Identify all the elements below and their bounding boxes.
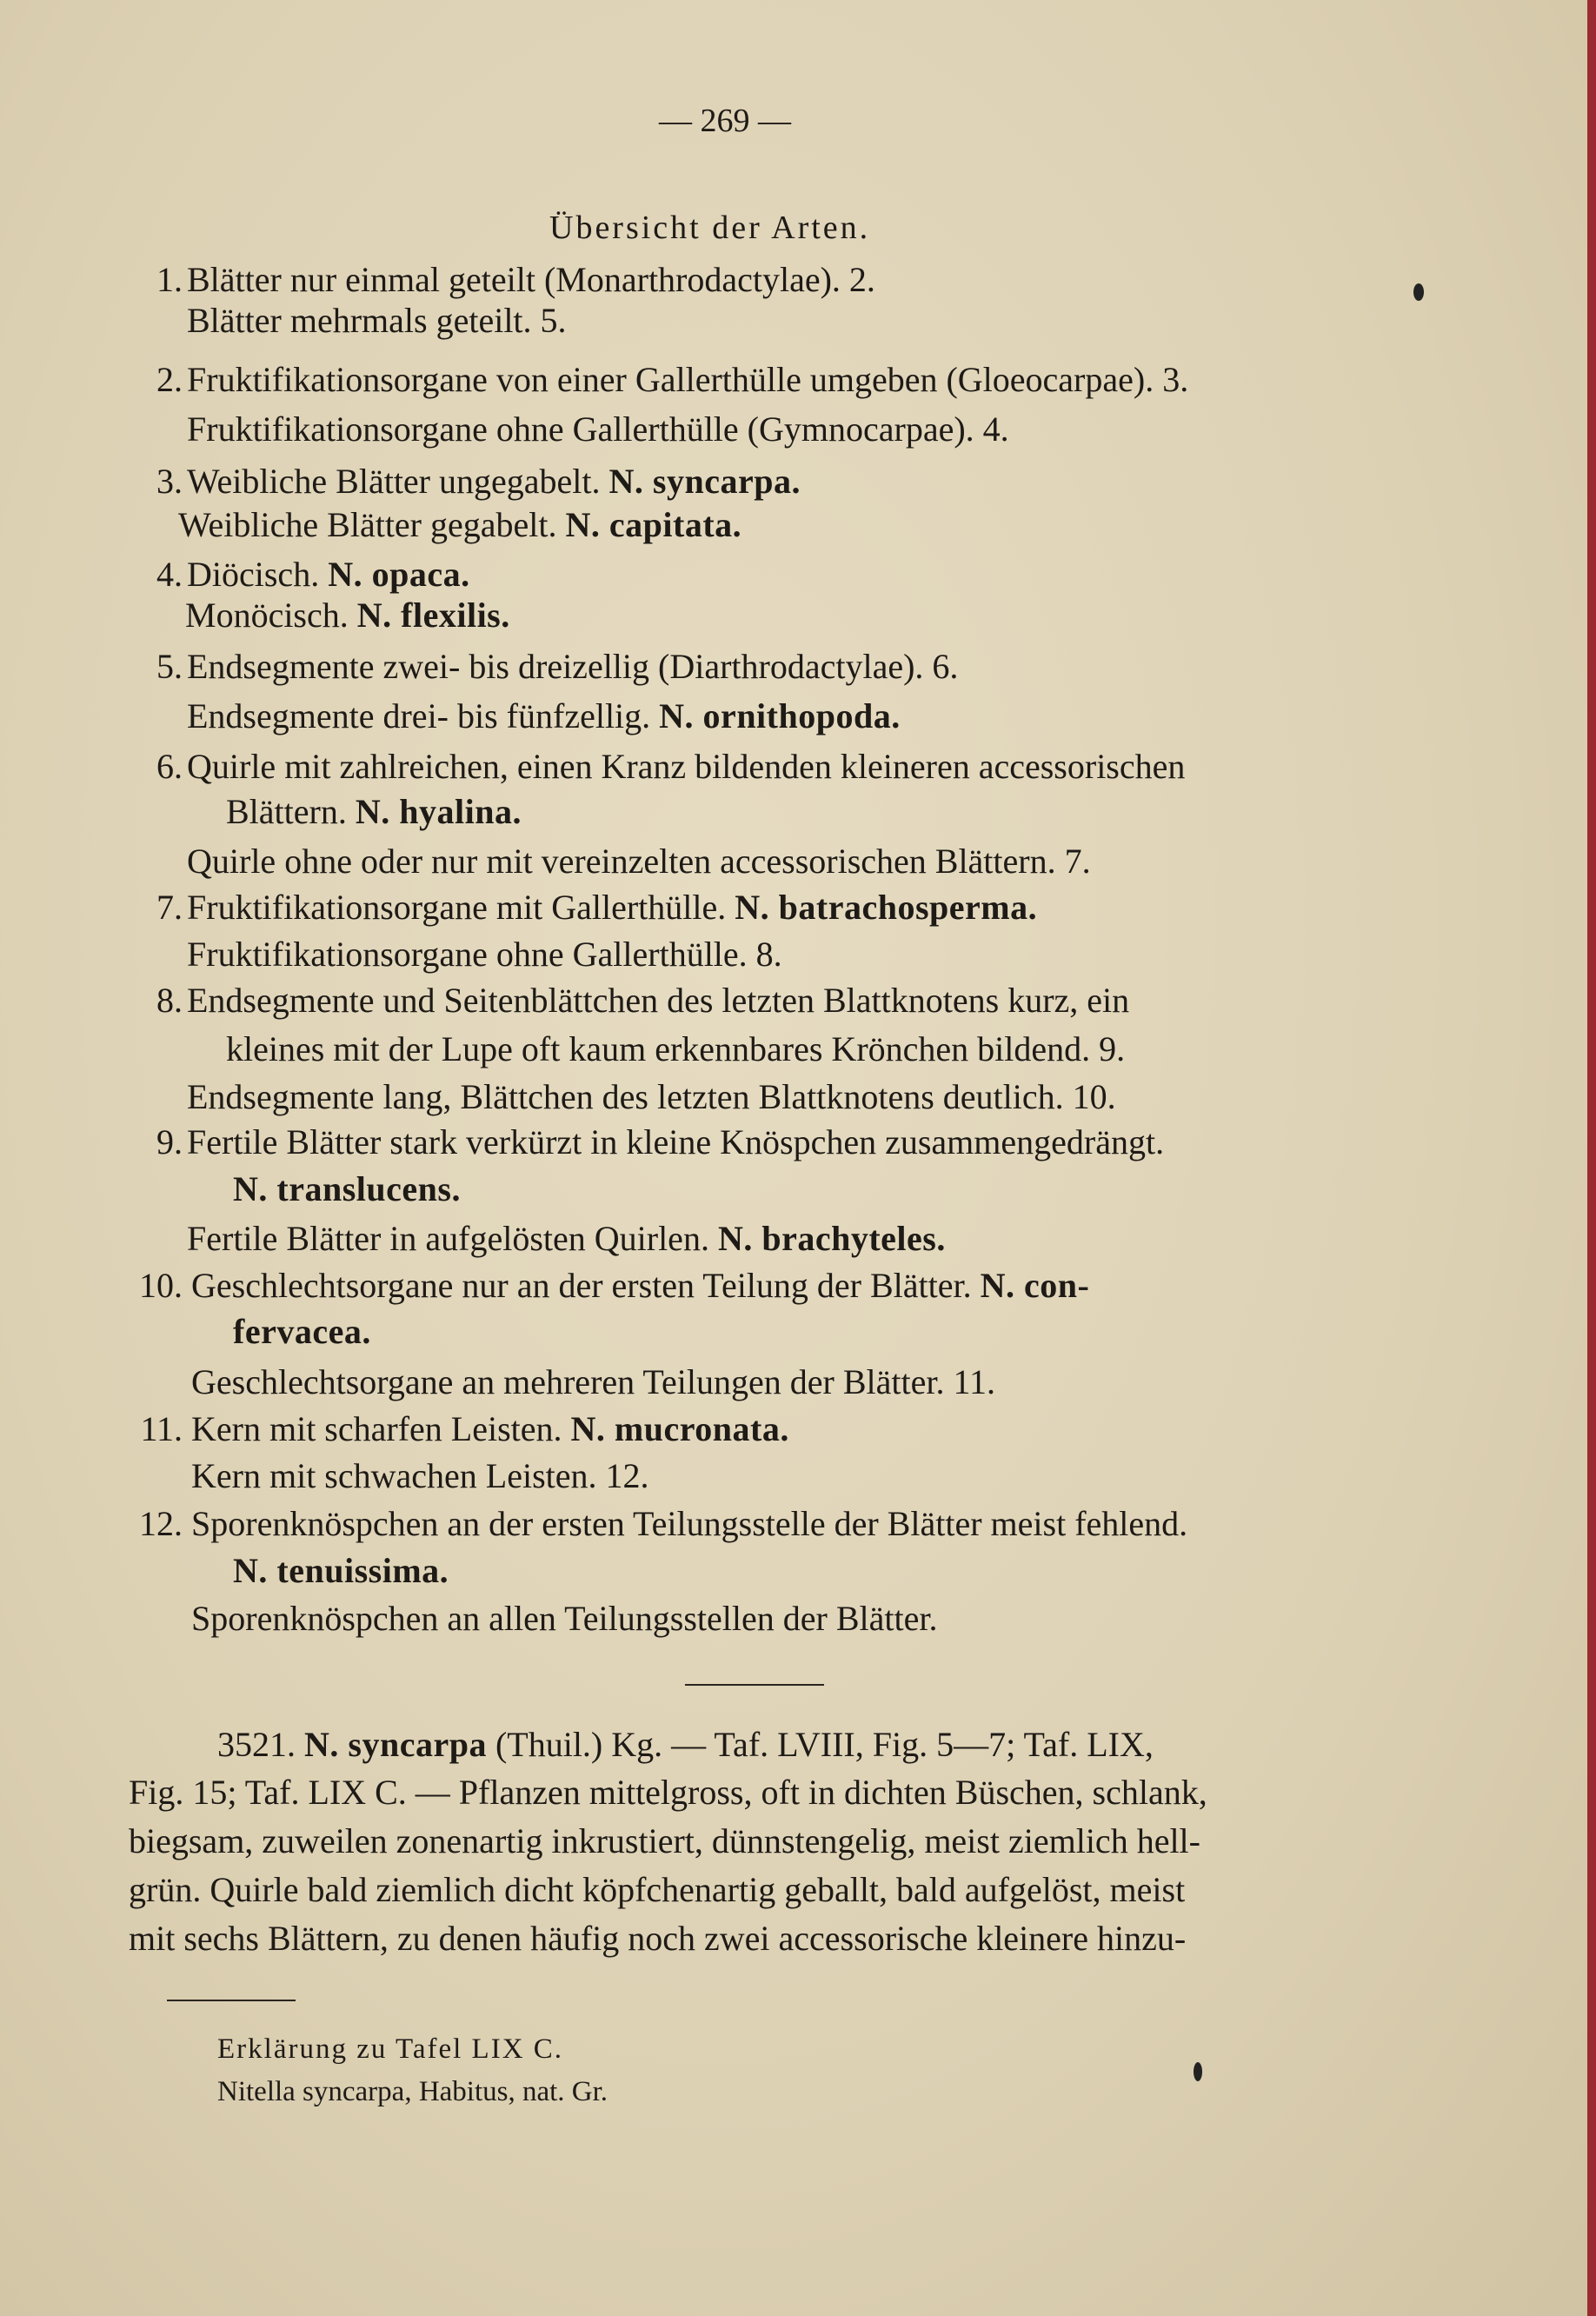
- key-alt-1: Blätter mehrmals geteilt. 5.: [187, 301, 567, 340]
- species-name: N. brachyteles.: [717, 1219, 946, 1258]
- key-number: 3.: [156, 462, 183, 501]
- key-text: Kern mit scharfen Leisten. N. mucronata.: [191, 1409, 789, 1448]
- key-alt-2: Fruktifikationsorgane ohne Gallerthülle (Gymnocarpae). 4.: [187, 409, 1009, 449]
- page-edge: [1587, 0, 1596, 2316]
- key-number: 5.: [156, 647, 183, 686]
- key-text: Fruktifikationsorgane mit Gallerthülle. N. batrachosperma.: [187, 888, 1038, 927]
- key-text: Diöcisch. N. opaca.: [187, 555, 470, 594]
- key-text: Blätter nur einmal geteilt (Monarthrodactylae). 2.: [187, 260, 875, 299]
- species-entry-line: mit sechs Blättern, zu denen häufig noch zwei accessorische kleinere hinzu-: [129, 1919, 1187, 1958]
- footnote-rule: [167, 2000, 296, 2001]
- key-alt-5: Endsegmente drei- bis fünfzellig. N. ornithopoda.: [187, 696, 901, 735]
- page-number: — 269 —: [659, 103, 791, 139]
- key-alt-3: Weibliche Blätter gegabelt. N. capitata.: [178, 505, 742, 544]
- section-title: Übersicht der Arten.: [549, 210, 871, 246]
- key-text: Quirle mit zahlreichen, einen Kranz bildenden kleineren accessorischen: [187, 747, 1186, 786]
- key-number: 7.: [156, 888, 183, 927]
- species-name: N. batrachosperma.: [735, 888, 1038, 927]
- species-name: N. mucronata.: [570, 1409, 789, 1448]
- key-number: 4.: [156, 555, 183, 594]
- species-name: N. opaca.: [328, 555, 470, 594]
- key-number: 10.: [139, 1266, 183, 1305]
- key-number: 2.: [156, 360, 183, 399]
- key-alt-6: Quirle ohne oder nur mit vereinzelten accessorischen Blättern. 7.: [187, 842, 1091, 881]
- key-text: Endsegmente und Seitenblättchen des letzten Blattknotens kurz, ein: [187, 981, 1130, 1020]
- species-name: N. ornithopoda.: [659, 696, 901, 735]
- section-divider: [685, 1684, 824, 1686]
- key-text: Fruktifikationsorgane von einer Gallerthülle umgeben (Gloeocarpae). 3.: [187, 360, 1189, 399]
- footnote-text: Nitella syncarpa, Habitus, nat. Gr.: [217, 2076, 608, 2107]
- key-alt-11: Kern mit schwachen Leisten. 12.: [191, 1456, 649, 1495]
- species-name: N. capitata.: [565, 505, 742, 544]
- species-name: N. syncarpa.: [608, 462, 801, 501]
- key-number: 8.: [156, 981, 183, 1020]
- key-cont-9: [233, 1168, 461, 1210]
- key-alt-12: Sporenknöspchen an allen Teilungsstellen der Blätter.: [191, 1599, 938, 1638]
- key-alt-10: Geschlechtsorgane an mehreren Teilungen der Blätter. 11.: [191, 1362, 996, 1401]
- key-number: 12.: [139, 1504, 183, 1543]
- key-text: Sporenknöspchen an der ersten Teilungsstelle der Blätter meist fehlend.: [191, 1504, 1188, 1543]
- footnote-title: Erklärung zu Tafel LIX C.: [217, 2033, 564, 2065]
- species-name: fervacea.: [233, 1312, 371, 1351]
- key-number: 1.: [156, 260, 183, 299]
- key-alt-7: Fruktifikationsorgane ohne Gallerthülle. 8.: [187, 935, 782, 974]
- ink-speck: [1194, 2062, 1202, 2081]
- species-name: N. translucens.: [233, 1169, 461, 1208]
- key-text: Geschlechtsorgane nur an der ersten Teilung der Blätter. N. con-: [191, 1266, 1090, 1305]
- key-text: Endsegmente zwei- bis dreizellig (Diarthrodactylae). 6.: [187, 647, 959, 686]
- key-cont-12: [233, 1550, 449, 1592]
- species-name: N. syncarpa: [304, 1725, 487, 1764]
- key-text: Fertile Blätter stark verkürzt in kleine Knöspchen zusammengedrängt.: [187, 1122, 1165, 1161]
- species-entry-line: Fig. 15; Taf. LIX C. — Pflanzen mittelgross, oft in dichten Büschen, schlank,: [129, 1773, 1207, 1812]
- species-name: N. hyalina.: [355, 792, 522, 831]
- key-alt-9: Fertile Blätter in aufgelösten Quirlen. N. brachyteles.: [187, 1219, 946, 1258]
- key-number: 6.: [156, 747, 183, 786]
- species-name: N. flexilis.: [356, 596, 510, 635]
- key-alt-8: Endsegmente lang, Blättchen des letzten Blattknotens deutlich. 10.: [187, 1077, 1116, 1116]
- entry-number: 3521.: [217, 1725, 296, 1764]
- species-entry-line: biegsam, zuweilen zonenartig inkrustiert, dünnstengelig, meist ziemlich hell-: [129, 1821, 1200, 1860]
- species-entry-line: 3521. N. syncarpa (Thuil.) Kg. — Taf. LVIII, Fig. 5—7; Taf. LIX,: [217, 1725, 1154, 1764]
- species-entry-line: grün. Quirle bald ziemlich dicht köpfchenartig geballt, bald aufgelöst, meist: [129, 1870, 1186, 1909]
- key-text: Weibliche Blätter ungegabelt. N. syncarpa.: [187, 462, 801, 501]
- species-name: N. con-: [980, 1266, 1090, 1305]
- key-number: 11.: [140, 1409, 183, 1448]
- key-cont-10: [233, 1311, 371, 1353]
- key-cont-6: Blättern. N. hyalina.: [226, 792, 522, 831]
- key-cont-8: kleines mit der Lupe oft kaum erkennbares Krönchen bildend. 9.: [226, 1029, 1126, 1068]
- key-alt-4: Monöcisch. N. flexilis.: [185, 596, 510, 635]
- key-number: 9.: [156, 1122, 183, 1161]
- species-name: N. tenuissima.: [233, 1551, 449, 1590]
- ink-speck: [1413, 283, 1424, 301]
